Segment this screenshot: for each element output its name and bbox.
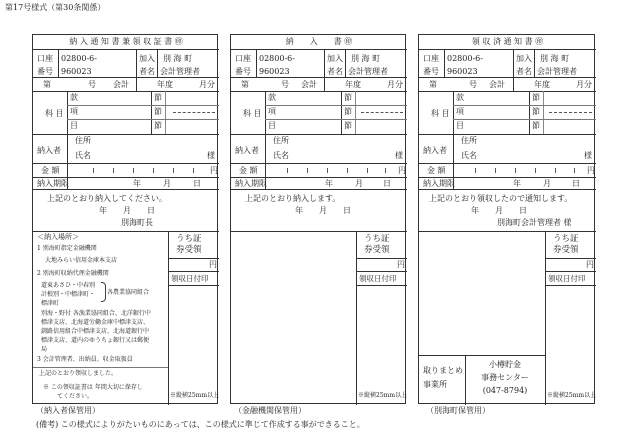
addressee: 別海町会計管理者 様 — [497, 218, 572, 227]
month-label: 月分 — [387, 80, 403, 89]
subscriber-label-2: 者名 — [139, 67, 155, 76]
honorific: 様 — [207, 151, 215, 160]
yen-unit: 円 — [210, 166, 218, 175]
uchi-label: うち証 — [176, 234, 202, 244]
form-title: 納 入 通 知 書 兼 領 収 証 書 ㊞ — [69, 37, 183, 46]
deadline-day: 日 — [383, 179, 391, 188]
bank-group-b-4: 標津支店、道内のゆうちょ銀行又は郵便 — [41, 337, 150, 344]
sho-label: 節 — [344, 93, 352, 102]
subscriber-label: 加入 — [327, 54, 343, 63]
payment-message: 上記のとおり納入します。 — [245, 194, 341, 203]
honorific: 様 — [395, 151, 403, 160]
center-name-2: 事務センター — [481, 373, 529, 382]
payer-label: 納入者 — [37, 146, 61, 155]
fiscal-year: 年度 — [345, 80, 361, 89]
receipt-message: 上記のとおり領収したので通知します。 — [429, 194, 573, 203]
uchi-label: うち証 — [553, 234, 579, 244]
account-number: 960023 — [447, 67, 478, 76]
message-month: 月 — [319, 206, 327, 215]
sho-label: 節 — [532, 93, 540, 102]
yen-unit: 円 — [587, 166, 595, 175]
yen-unit-2: 円 — [209, 260, 217, 269]
place-3: 3 会計管理者、出納員、収金取扱員 — [37, 356, 133, 363]
moku-label: 目 — [456, 121, 464, 130]
subscriber-label-2: 者名 — [327, 67, 343, 76]
sho-label-3: 節 — [532, 121, 540, 130]
deadline-month: 月 — [543, 179, 551, 188]
no-prefix: 第 — [429, 80, 437, 89]
name-label: 氏名 — [273, 151, 289, 160]
form-payment-slip — [230, 34, 406, 404]
message-year: 年 — [99, 206, 107, 215]
form-receipt-notice — [418, 34, 595, 404]
keep-note-2: てください。 — [57, 393, 94, 400]
form2-footer: （金融機関保管用） — [234, 406, 306, 415]
kou-label: 項 — [456, 107, 464, 116]
message-year: 年 — [471, 206, 479, 215]
subscriber-label: 加入 — [516, 54, 532, 63]
bank-group-a-suffix: 各農業協同組合 — [107, 289, 150, 296]
office-label-2: 事業所 — [423, 380, 447, 389]
address-label: 住所 — [461, 136, 477, 145]
form3-footer: （別海町保管用） — [426, 406, 490, 415]
subscriber-label-2: 者名 — [516, 67, 532, 76]
account-label: 口座 — [37, 54, 53, 63]
treasurer: 会計管理者 — [537, 67, 577, 76]
place-1-detail: 大地みらい信用金庫本支店 — [45, 257, 118, 264]
message-day: 日 — [343, 206, 351, 215]
remark-note: (備考) この様式によりがたいものにあっては、この様式に準じて作成する事ができること。 — [36, 420, 365, 429]
account-code: 02800-6- — [447, 54, 483, 63]
month-label: 月分 — [576, 80, 592, 89]
sho-label-3: 節 — [154, 121, 162, 130]
no-suffix: 号 — [469, 80, 477, 89]
account-number: 960023 — [61, 67, 92, 76]
message-month: 月 — [495, 206, 503, 215]
moku-label: 目 — [70, 121, 78, 130]
subscriber-label: 加入 — [139, 54, 155, 63]
sho-label-2: 節 — [532, 107, 540, 116]
account-label: 口座 — [423, 54, 439, 63]
deadline-month: 月 — [355, 179, 363, 188]
stamp-size-note: ※縦横25mm以上 — [170, 392, 220, 399]
deadline-label: 納入期限 — [37, 179, 69, 188]
amount-label: 金 額 — [427, 166, 446, 175]
deadline-day: 日 — [572, 179, 580, 188]
receipt-stamp-label: 領収日付印 — [359, 274, 397, 283]
message-day: 日 — [147, 206, 155, 215]
account-label: 口座 — [235, 54, 251, 63]
name-label: 氏名 — [461, 151, 477, 160]
no-prefix: 第 — [43, 80, 51, 89]
account-code: 02800-6- — [61, 54, 97, 63]
no-suffix: 号 — [88, 80, 96, 89]
deadline-year: 年 — [325, 179, 333, 188]
message-day: 日 — [519, 206, 527, 215]
issuer: 別海町長 — [121, 218, 153, 227]
payer-label: 納入者 — [235, 146, 259, 155]
bracket — [101, 282, 106, 302]
receipt-stamp-label: 領収日付印 — [548, 274, 586, 283]
deadline-year: 年 — [513, 179, 521, 188]
town-name: 別 海 町 — [540, 54, 570, 63]
kou-label: 項 — [268, 107, 276, 116]
fiscal-year: 年度 — [157, 80, 173, 89]
form-number: 第17号様式（第30条関係） — [5, 3, 106, 12]
kan-label: 款 — [456, 93, 464, 102]
form-title: 納 入 書 ㊞ — [285, 37, 353, 46]
fiscal-year: 年度 — [534, 80, 550, 89]
bank-group-b-1: 別海・野付 各漁業協同組合、北洋銀行中 — [41, 310, 151, 317]
deadline-label: 納入期限 — [235, 179, 267, 188]
stamp-size-note: ※縦横25mm以上 — [358, 392, 408, 399]
office-label: 取りまとめ — [423, 366, 463, 375]
kamoku-label: 科 目 — [243, 109, 262, 118]
payment-message: 上記のとおり納入してください。 — [47, 194, 167, 203]
account-code: 02800-6- — [259, 54, 295, 63]
kan-label: 款 — [268, 93, 276, 102]
amount-label: 金 額 — [41, 166, 60, 175]
place-2: 2 別海町収納代理金融機関 — [37, 270, 109, 277]
kenjuryo-label: 券受領 — [553, 245, 579, 255]
center-name: 小樽貯金 — [489, 360, 521, 369]
number-label: 番号 — [235, 67, 251, 76]
kamoku-label: 科 目 — [45, 109, 64, 118]
receipt-stamp-label: 領収日付印 — [171, 274, 209, 283]
kenjuryo-label: 券受領 — [176, 245, 202, 255]
account-type: 会計 — [489, 80, 505, 89]
sho-label-3: 節 — [344, 121, 352, 130]
sho-label-2: 節 — [154, 107, 162, 116]
stamp-size-note: ※縦横25mm以上 — [547, 392, 597, 399]
center-code: (047-8794) — [482, 386, 528, 395]
bank-group-b-3: 釧路信用組合中標津支店、北海道銀行中 — [41, 328, 150, 335]
number-label: 番号 — [37, 67, 53, 76]
form-payment-notice — [32, 34, 218, 404]
yen-unit-2: 円 — [397, 260, 405, 269]
month-label: 月分 — [199, 80, 215, 89]
uchi-label: うち証 — [364, 234, 390, 244]
place-1: 1 別海町指定金融機関 — [37, 245, 97, 252]
places-title: ＜納入場所＞ — [37, 233, 79, 241]
form-title: 領 収 済 通 知 書 ㊞ — [471, 37, 544, 46]
form1-footer: （納入者保管用） — [36, 406, 100, 415]
bank-group-b-5: 局 — [41, 346, 48, 353]
yen-unit-2: 円 — [586, 260, 594, 269]
account-type: 会計 — [301, 80, 317, 89]
town-name: 別 海 町 — [351, 54, 381, 63]
sho-label-2: 節 — [344, 107, 352, 116]
honorific: 様 — [584, 151, 592, 160]
payer-label: 納入者 — [423, 146, 447, 155]
deadline-month: 月 — [163, 179, 171, 188]
kan-label: 款 — [70, 93, 78, 102]
address-label: 住所 — [75, 136, 91, 145]
treasurer: 会計管理者 — [160, 67, 200, 76]
deadline-label: 納入期限 — [423, 179, 455, 188]
account-type: 会計 — [113, 80, 129, 89]
deadline-year: 年 — [133, 179, 141, 188]
town-name: 別 海 町 — [163, 54, 193, 63]
moku-label: 目 — [268, 121, 276, 130]
account-number: 960023 — [259, 67, 290, 76]
address-label: 住所 — [273, 136, 289, 145]
treasurer: 会計管理者 — [348, 67, 388, 76]
message-month: 月 — [123, 206, 131, 215]
kamoku-label: 科 目 — [431, 109, 450, 118]
bank-group-a-1: 道東あさひ・中春別 — [41, 282, 96, 289]
keep-note-1: ※ この領収証書は 年間大切に保存し — [43, 384, 143, 391]
bank-group-a-3: 標津町 — [41, 300, 60, 307]
no-prefix: 第 — [241, 80, 249, 89]
amount-label: 金 額 — [239, 166, 258, 175]
number-label: 番号 — [423, 67, 439, 76]
yen-unit: 円 — [398, 166, 406, 175]
deadline-day: 日 — [193, 179, 201, 188]
kenjuryo-label: 券受領 — [364, 245, 390, 255]
received-note: 上記のとおり領収しました。 — [39, 370, 118, 377]
kou-label: 項 — [70, 107, 78, 116]
name-label: 氏名 — [75, 151, 91, 160]
message-year: 年 — [295, 206, 303, 215]
no-suffix: 号 — [281, 80, 289, 89]
bank-group-b-2: 標津支店、北海道労働金庫中標津支店、 — [41, 319, 150, 326]
sho-label: 節 — [154, 93, 162, 102]
bank-group-a-2: 計根別・中標津町・ — [41, 291, 96, 298]
